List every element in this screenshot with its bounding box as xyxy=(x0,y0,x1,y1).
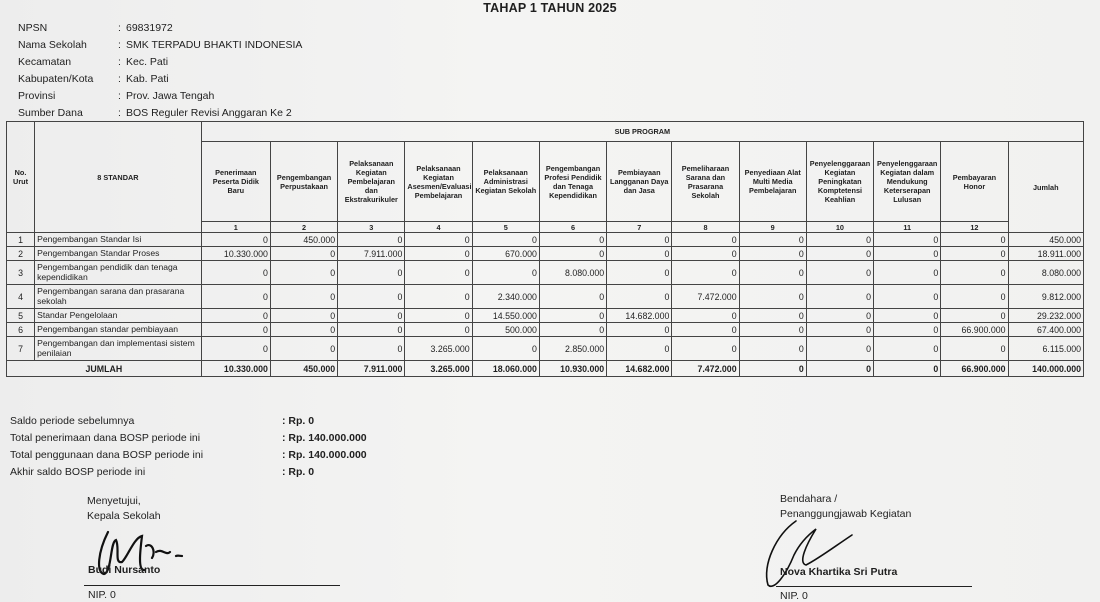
sub-program-header-cell: Pembayaran Honor xyxy=(941,142,1008,222)
summary-label: Akhir saldo BOSP periode ini xyxy=(10,465,146,478)
amount-cell: 0 xyxy=(739,337,806,361)
standard-header: 8 STANDAR xyxy=(35,122,202,233)
total-amount-cell: 3.265.000 xyxy=(405,361,472,377)
treasurer-name: Nova Khartika Sri Putra xyxy=(780,566,898,578)
amount-cell: 0 xyxy=(607,337,672,361)
amount-cell: 0 xyxy=(539,285,606,309)
standard-name: Pengembangan sarana dan prasarana sekolah xyxy=(35,285,202,309)
meta-label: NPSN xyxy=(18,21,48,34)
amount-cell: 0 xyxy=(941,261,1008,285)
standard-name: Pengembangan dan implementasi sistem penilaian xyxy=(35,337,202,361)
row-number: 6 xyxy=(7,323,35,337)
amount-cell: 0 xyxy=(201,233,270,247)
standard-name: Pengembangan standar pembiayaan xyxy=(35,323,202,337)
meta-value: 69831972 xyxy=(126,21,173,34)
amount-cell: 0 xyxy=(739,233,806,247)
meta-separator: : xyxy=(118,55,121,68)
total-amount-cell: 0 xyxy=(874,361,941,377)
amount-cell: 0 xyxy=(672,323,739,337)
sub-program-header-cell: Penyediaan Alat Multi Media Pembelajaran xyxy=(739,142,806,222)
principal-nip: NIP. 0 xyxy=(88,589,116,601)
total-amount-cell: 10.330.000 xyxy=(201,361,270,377)
document-title: TAHAP 1 TAHUN 2025 xyxy=(483,1,617,15)
column-number: 4 xyxy=(405,222,472,233)
amount-cell: 0 xyxy=(806,309,873,323)
row-number: 1 xyxy=(7,233,35,247)
amount-cell: 0 xyxy=(338,337,405,361)
amount-cell: 0 xyxy=(539,323,606,337)
amount-cell: 7.911.000 xyxy=(338,247,405,261)
amount-cell: 0 xyxy=(941,337,1008,361)
sub-program-header-cell: Pembiayaan Langganan Daya dan Jasa xyxy=(607,142,672,222)
column-number: 12 xyxy=(941,222,1008,233)
row-total-cell: 6.115.000 xyxy=(1008,337,1083,361)
budget-table xyxy=(6,121,1084,377)
amount-cell: 0 xyxy=(405,285,472,309)
total-amount-cell: 7.472.000 xyxy=(672,361,739,377)
sub-program-header: SUB PROGRAM xyxy=(201,122,1083,142)
amount-cell: 0 xyxy=(672,261,739,285)
amount-cell: 0 xyxy=(201,309,270,323)
meta-value: Kec. Pati xyxy=(126,55,169,68)
total-label: JUMLAH xyxy=(7,361,202,377)
amount-cell: 0 xyxy=(672,309,739,323)
amount-cell: 0 xyxy=(941,233,1008,247)
total-amount-cell: 18.060.000 xyxy=(472,361,539,377)
meta-separator: : xyxy=(118,72,121,85)
row-number: 5 xyxy=(7,309,35,323)
treasurer-signature-line xyxy=(776,586,972,587)
table-row xyxy=(7,285,1084,309)
sub-program-header-cell: Pelaksanaan Kegiatan Asesmen/Evaluasi Pembelajaran xyxy=(405,142,472,222)
sub-program-header-cell: Pelaksanaan Administrasi Kegiatan Sekolah xyxy=(472,142,539,222)
amount-cell: 0 xyxy=(672,247,739,261)
amount-cell: 0 xyxy=(607,323,672,337)
amount-cell: 0 xyxy=(270,323,337,337)
total-amount-cell: 14.682.000 xyxy=(607,361,672,377)
meta-value: Prov. Jawa Tengah xyxy=(126,89,215,102)
row-number: 2 xyxy=(7,247,35,261)
table-row xyxy=(7,323,1084,337)
amount-cell: 0 xyxy=(472,337,539,361)
treasurer-title: Penanggungjawab Kegiatan xyxy=(780,508,912,520)
summary-row xyxy=(10,429,367,446)
meta-row xyxy=(18,70,302,87)
standard-name: Standar Pengelolaan xyxy=(35,309,202,323)
grand-total-cell: 140.000.000 xyxy=(1008,361,1083,377)
summary-label: Total penerimaan dana BOSP periode ini xyxy=(10,431,201,444)
amount-cell: 0 xyxy=(270,261,337,285)
meta-separator: : xyxy=(118,38,121,51)
amount-cell: 2.850.000 xyxy=(539,337,606,361)
meta-separator: : xyxy=(118,21,121,34)
meta-label: Kecamatan xyxy=(18,55,72,68)
total-amount-cell: 66.900.000 xyxy=(941,361,1008,377)
column-number: 7 xyxy=(607,222,672,233)
total-amount-cell: 450.000 xyxy=(270,361,337,377)
row-number: 3 xyxy=(7,261,35,285)
amount-cell: 66.900.000 xyxy=(941,323,1008,337)
meta-label: Nama Sekolah xyxy=(18,38,87,51)
amount-cell: 0 xyxy=(338,233,405,247)
amount-cell: 0 xyxy=(201,337,270,361)
amount-cell: 0 xyxy=(405,247,472,261)
principal-signature-line xyxy=(84,585,340,586)
summary-row xyxy=(10,446,367,463)
total-amount-cell: 0 xyxy=(806,361,873,377)
amount-cell: 0 xyxy=(739,285,806,309)
approval-label: Menyetujui, xyxy=(87,495,141,507)
amount-cell: 0 xyxy=(338,285,405,309)
column-number: 5 xyxy=(472,222,539,233)
meta-row xyxy=(18,36,302,53)
amount-cell: 0 xyxy=(472,261,539,285)
summary-value: : Rp. 0 xyxy=(282,465,315,478)
amount-cell: 0 xyxy=(201,285,270,309)
row-total-cell: 67.400.000 xyxy=(1008,323,1083,337)
amount-cell: 500.000 xyxy=(472,323,539,337)
amount-cell: 0 xyxy=(672,233,739,247)
jumlah-header: Jumlah xyxy=(1008,142,1083,233)
standard-name: Pengembangan Standar Proses xyxy=(35,247,202,261)
principal-name: Budi Nursanto xyxy=(88,564,161,576)
column-number: 10 xyxy=(806,222,873,233)
amount-cell: 7.472.000 xyxy=(672,285,739,309)
column-number: 8 xyxy=(672,222,739,233)
amount-cell: 0 xyxy=(405,261,472,285)
amount-cell: 670.000 xyxy=(472,247,539,261)
row-number: 4 xyxy=(7,285,35,309)
table-row xyxy=(7,337,1084,361)
amount-cell: 14.550.000 xyxy=(472,309,539,323)
amount-cell: 0 xyxy=(941,309,1008,323)
fund-summary xyxy=(10,412,367,480)
meta-label: Provinsi xyxy=(18,89,56,102)
summary-label: Saldo periode sebelumnya xyxy=(10,414,135,427)
amount-cell: 0 xyxy=(874,261,941,285)
sub-program-header-cell: Pengembangan Perpustakaan xyxy=(270,142,337,222)
amount-cell: 0 xyxy=(739,309,806,323)
table-row xyxy=(7,247,1084,261)
treasurer-signature xyxy=(756,515,866,595)
meta-value: SMK TERPADU BHAKTI INDONESIA xyxy=(126,38,303,51)
meta-separator: : xyxy=(118,89,121,102)
standard-name: Pengembangan pendidik dan tenaga kependidikan xyxy=(35,261,202,285)
amount-cell: 0 xyxy=(270,247,337,261)
amount-cell: 0 xyxy=(539,233,606,247)
amount-cell: 8.080.000 xyxy=(539,261,606,285)
amount-cell: 0 xyxy=(806,233,873,247)
table-row xyxy=(7,309,1084,323)
meta-row xyxy=(18,19,302,36)
amount-cell: 3.265.000 xyxy=(405,337,472,361)
meta-row xyxy=(18,104,302,121)
amount-cell: 0 xyxy=(874,323,941,337)
sub-program-header-cell: Pemeliharaan Sarana dan Prasarana Sekolah xyxy=(672,142,739,222)
amount-cell: 0 xyxy=(539,309,606,323)
row-total-cell: 9.812.000 xyxy=(1008,285,1083,309)
amount-cell: 0 xyxy=(201,323,270,337)
sub-program-header-cell: Penyelenggaraan Kegiatan dalam Mendukung Keterserapan Lulusan xyxy=(874,142,941,222)
summary-value: : Rp. 140.000.000 xyxy=(282,448,367,461)
amount-cell: 0 xyxy=(607,261,672,285)
treasurer-label: Bendahara / xyxy=(780,493,838,505)
summary-row xyxy=(10,463,367,480)
school-info xyxy=(18,19,302,121)
table-row xyxy=(7,233,1084,247)
amount-cell: 0 xyxy=(607,247,672,261)
row-total-cell: 8.080.000 xyxy=(1008,261,1083,285)
row-total-cell: 29.232.000 xyxy=(1008,309,1083,323)
total-row xyxy=(7,361,1084,377)
meta-label: Sumber Dana xyxy=(18,106,83,119)
summary-value: : Rp. 0 xyxy=(282,414,315,427)
row-number: 7 xyxy=(7,337,35,361)
amount-cell: 0 xyxy=(874,233,941,247)
amount-cell: 0 xyxy=(806,247,873,261)
summary-row xyxy=(10,412,367,429)
amount-cell: 0 xyxy=(806,261,873,285)
amount-cell: 0 xyxy=(607,285,672,309)
meta-separator: : xyxy=(118,106,121,119)
table-row xyxy=(7,261,1084,285)
summary-value: : Rp. 140.000.000 xyxy=(282,431,367,444)
amount-cell: 0 xyxy=(338,309,405,323)
amount-cell: 0 xyxy=(806,323,873,337)
summary-label: Total penggunaan dana BOSP periode ini xyxy=(10,448,204,461)
amount-cell: 0 xyxy=(338,323,405,337)
total-amount-cell: 7.911.000 xyxy=(338,361,405,377)
column-number: 2 xyxy=(270,222,337,233)
amount-cell: 0 xyxy=(405,323,472,337)
sub-program-header-cell: Pelaksanaan Kegiatan Pembelajaran dan Ekstrakurikuler xyxy=(338,142,405,222)
column-number: 1 xyxy=(201,222,270,233)
column-number: 3 xyxy=(338,222,405,233)
amount-cell: 0 xyxy=(270,285,337,309)
total-amount-cell: 0 xyxy=(739,361,806,377)
meta-row xyxy=(18,87,302,104)
meta-value: Kab. Pati xyxy=(126,72,169,85)
column-number: 11 xyxy=(874,222,941,233)
amount-cell: 0 xyxy=(874,285,941,309)
row-total-cell: 18.911.000 xyxy=(1008,247,1083,261)
amount-cell: 0 xyxy=(874,309,941,323)
amount-cell: 0 xyxy=(405,309,472,323)
amount-cell: 0 xyxy=(539,247,606,261)
amount-cell: 10.330.000 xyxy=(201,247,270,261)
no-urut-header: No. Urut xyxy=(7,122,35,233)
total-amount-cell: 10.930.000 xyxy=(539,361,606,377)
amount-cell: 0 xyxy=(739,323,806,337)
amount-cell: 0 xyxy=(941,247,1008,261)
amount-cell: 0 xyxy=(739,261,806,285)
amount-cell: 0 xyxy=(405,233,472,247)
column-number: 6 xyxy=(539,222,606,233)
amount-cell: 2.340.000 xyxy=(472,285,539,309)
amount-cell: 0 xyxy=(201,261,270,285)
amount-cell: 0 xyxy=(806,285,873,309)
amount-cell: 0 xyxy=(672,337,739,361)
standard-name: Pengembangan Standar Isi xyxy=(35,233,202,247)
amount-cell: 0 xyxy=(739,247,806,261)
amount-cell: 0 xyxy=(338,261,405,285)
meta-row xyxy=(18,53,302,70)
sub-program-header-cell: Penyelenggaraan Kegiatan Peningkatan Komptetensi Keahlian xyxy=(806,142,873,222)
meta-label: Kabupaten/Kota xyxy=(18,72,94,85)
amount-cell: 0 xyxy=(874,247,941,261)
sub-program-header-cell: Penerimaan Peserta Didik Baru xyxy=(201,142,270,222)
amount-cell: 0 xyxy=(806,337,873,361)
amount-cell: 0 xyxy=(941,285,1008,309)
amount-cell: 14.682.000 xyxy=(607,309,672,323)
amount-cell: 0 xyxy=(270,309,337,323)
sub-program-header-cell: Pengembangan Profesi Pendidik dan Tenaga Kependidikan xyxy=(539,142,606,222)
row-total-cell: 450.000 xyxy=(1008,233,1083,247)
meta-value: BOS Reguler Revisi Anggaran Ke 2 xyxy=(126,106,292,119)
column-number: 9 xyxy=(739,222,806,233)
amount-cell: 0 xyxy=(472,233,539,247)
amount-cell: 450.000 xyxy=(270,233,337,247)
amount-cell: 0 xyxy=(270,337,337,361)
amount-cell: 0 xyxy=(874,337,941,361)
treasurer-nip: NIP. 0 xyxy=(780,590,808,602)
principal-title: Kepala Sekolah xyxy=(87,510,161,522)
amount-cell: 0 xyxy=(607,233,672,247)
